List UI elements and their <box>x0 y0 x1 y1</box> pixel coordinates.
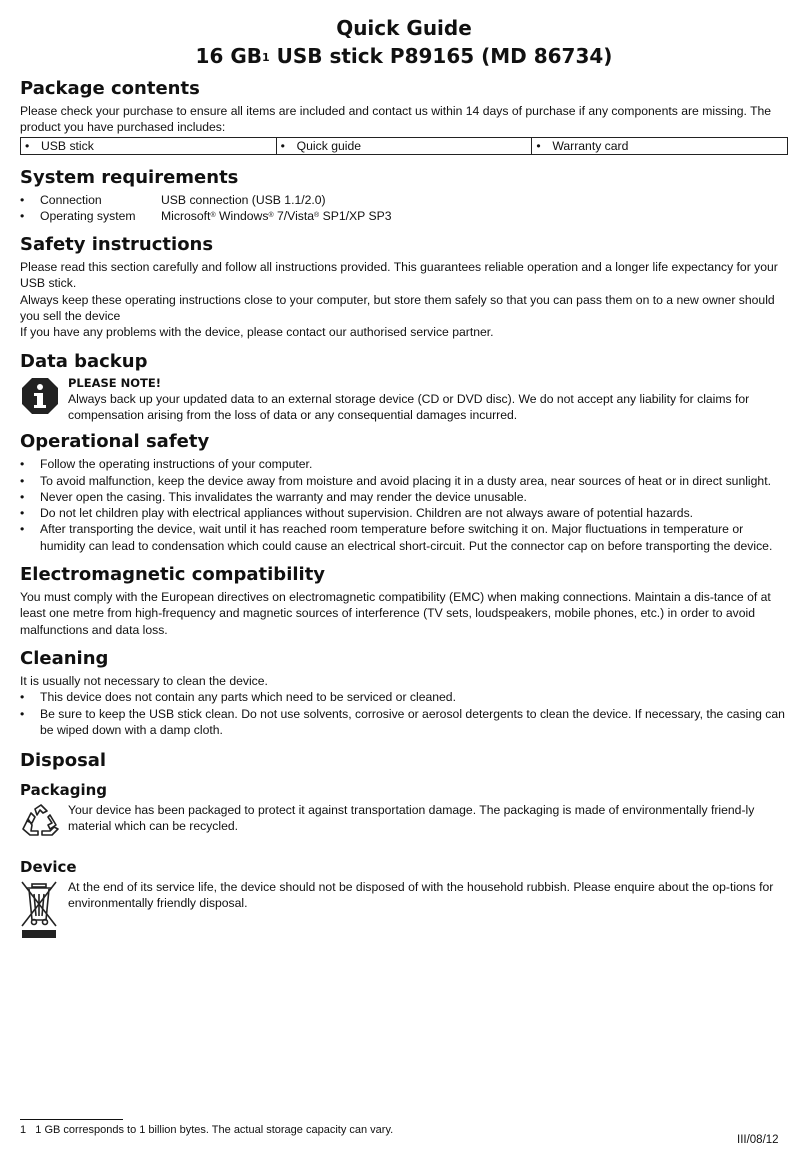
section-safety-instructions <box>20 234 788 340</box>
title-line-1: Quick Guide <box>336 16 472 40</box>
safety-paragraph: Always keep these operating instructions close to your computer, but store them safely so that you can pass them on to a new owner should you sell the device <box>20 292 775 324</box>
section-data-backup <box>20 351 788 424</box>
footnote-number: 1 <box>20 1124 27 1136</box>
document-page <box>20 14 788 944</box>
safety-paragraph: Please read this section carefully and follow all instructions provided. This guarantees reliable operation and a longer life expectancy for your USB stick. <box>20 260 778 291</box>
note-label: PLEASE NOTE! <box>68 375 161 390</box>
title-capacity: 16 GB <box>195 44 262 68</box>
emc-text: You must comply with the European directives on electromagnetic compatibility (EMC) when making connections. Maintain a dis-tance of at least one metre from high-frequency and magnetic sources of interference (TV sets, loudspeakers, mobile phones, etc.) in order to avoid malfunctions and data loss. <box>20 590 771 637</box>
table-row <box>21 137 788 154</box>
heading-package-contents: Package contents <box>20 78 200 99</box>
section-cleaning <box>20 648 788 738</box>
document-number: III/08/12 <box>737 1134 779 1146</box>
packaging-block <box>20 803 788 845</box>
section-emc <box>20 564 788 638</box>
section-system-requirements <box>20 167 788 225</box>
recycle-icon <box>20 803 62 841</box>
list-item: • Never open the casing. This invalidates the warranty and may render the device unusable. <box>20 489 788 505</box>
document-title <box>20 14 788 70</box>
info-icon <box>20 376 60 416</box>
list-item: • Operating system Microsoft® Windows® 7/Vista® SP1/XP SP3 <box>20 208 788 224</box>
note-text: Always back up your updated data to an external storage device (CD or DVD disc). We do not accept any liability for claims for compensation arising from the loss of data or any consequential damages incurred. <box>68 391 750 422</box>
package-table <box>20 137 788 155</box>
heading-safety-instructions: Safety instructions <box>20 234 214 256</box>
package-text: Please check your purchase to ensure all items are included and contact us within 14 days of purchase if any components are missing. The product you have purchased includes: <box>20 104 772 135</box>
heading-operational-safety: Operational safety <box>20 431 210 453</box>
section-package-contents <box>20 78 788 155</box>
list-item: • To avoid malfunction, keep the device away from moisture and avoid placing it in a dusty area, near sources of heat or in direct sunlight. <box>20 473 788 489</box>
safety-paragraph: If you have any problems with the device, please contact our authorised service partner. <box>20 325 494 340</box>
requirements-list <box>20 192 788 225</box>
title-line-2 <box>20 42 788 70</box>
list-item: • Be sure to keep the USB stick clean. Do not use solvents, corrosive or aerosol detergents to clean the device. If necessary, the casing can be wiped down with a damp cloth. <box>20 706 788 739</box>
list-item: • After transporting the device, wait until it has reached room temperature before switching it on. Major fluctuations in temperature or humidity can lead to condensation which could cause an electrical short-circuit. Put the connector cap on before transporting the device. <box>20 521 788 554</box>
heading-data-backup: Data backup <box>20 350 148 372</box>
title-product: USB stick P89165 (MD 86734) <box>269 44 613 68</box>
heading-cleaning: Cleaning <box>20 647 109 669</box>
operational-list <box>20 456 788 554</box>
footnote <box>20 1124 393 1136</box>
cleaning-list <box>20 689 788 738</box>
heading-device: Device <box>20 858 77 877</box>
footnote-text: 1 GB corresponds to 1 billion bytes. The actual storage capacity can vary. <box>35 1124 394 1136</box>
list-item: • Connection USB connection (USB 1.1/2.0) <box>20 192 788 208</box>
package-item: • Warranty card <box>532 137 788 154</box>
device-text: At the end of its service life, the device should not be disposed of with the household rubbish. Please enquire about the op-tions for environmentally friendly disposal. <box>68 880 774 911</box>
section-operational-safety <box>20 431 788 554</box>
heading-disposal: Disposal <box>20 750 107 772</box>
heading-system-requirements: System requirements <box>20 166 239 188</box>
list-item: • Follow the operating instructions of your computer. <box>20 456 788 472</box>
device-block <box>20 880 788 944</box>
list-item: • Do not let children play with electrical appliances without supervision. Children are not always aware of potential hazards. <box>20 505 788 521</box>
heading-emc: Electromagnetic compatibility <box>20 564 326 586</box>
section-disposal <box>20 750 788 944</box>
footnote-rule <box>20 1119 123 1120</box>
package-item: • USB stick <box>21 137 277 154</box>
package-item: • Quick guide <box>276 137 532 154</box>
packaging-text: Your device has been packaged to protect it against transportation damage. The packaging is made of environmentally friend-ly material which can be recycled. <box>68 803 755 834</box>
list-item: • This device does not contain any parts which need to be serviced or cleaned. <box>20 689 788 705</box>
cleaning-intro: It is usually not necessary to clean the device. <box>20 673 268 688</box>
title-footnote-mark: 1 <box>262 51 270 64</box>
backup-note <box>20 376 788 424</box>
crossed-bin-icon <box>20 880 60 940</box>
heading-packaging: Packaging <box>20 781 107 800</box>
